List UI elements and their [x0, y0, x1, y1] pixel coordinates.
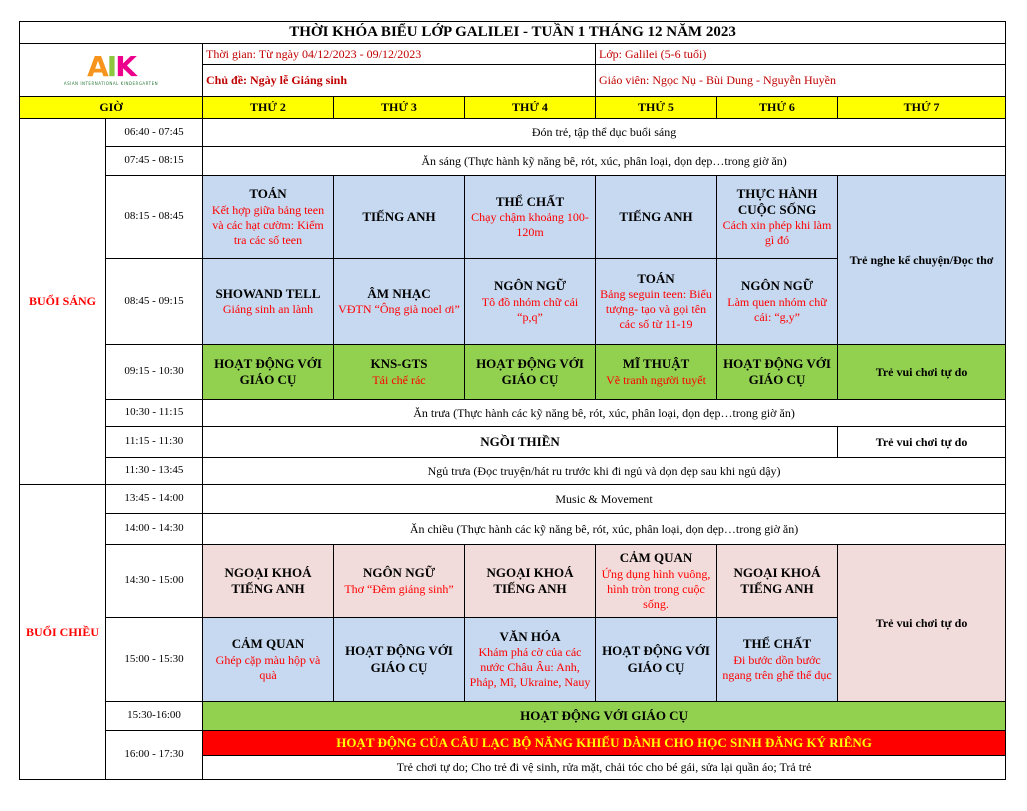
lesson-subject: TIẾNG ANH	[619, 208, 693, 224]
lesson-subject: HOẠT ĐỘNG VỚI GIÁO CỤ	[345, 643, 453, 675]
time-slot: 09:15 - 10:30	[106, 345, 203, 400]
time-slot: 14:30 - 15:00	[106, 545, 203, 618]
lesson-desc: Tái chế rác	[372, 372, 426, 387]
saturday-activity: Trẻ vui chơi tự do	[838, 427, 1006, 458]
lesson-cell	[334, 176, 465, 259]
theme: Chủ đề: Ngày lễ Giáng sinh	[203, 65, 596, 97]
day-header: THỨ 7	[838, 97, 1006, 119]
lesson-desc: Chạy chậm khoảng 100-120m	[471, 210, 589, 240]
lesson-cell	[596, 176, 717, 259]
activity-cell: NGỒI THIỀN	[203, 427, 838, 458]
lesson-cell	[334, 345, 465, 400]
lesson-cell	[596, 618, 717, 702]
time-slot: 07:45 - 08:15	[106, 147, 203, 176]
lesson-cell	[596, 259, 717, 345]
hour-header: GIỜ	[20, 97, 203, 119]
lesson-subject: THỰC HÀNH CUỘC SỐNG	[736, 185, 818, 217]
timetable	[19, 21, 1006, 780]
logo-letters: AIK	[87, 50, 135, 83]
lesson-subject: MĨ THUẬT	[622, 356, 690, 372]
lesson-subject: TOÁN	[637, 270, 675, 286]
lesson-subject: HOẠT ĐỘNG VỚI GIÁO CỤ	[602, 643, 710, 675]
lesson-subject: NGÔN NGỮ	[362, 565, 436, 581]
school-logo	[20, 44, 203, 97]
lesson-cell	[465, 345, 596, 400]
lesson-cell	[203, 618, 334, 702]
logo-caption: ASIAN INTERNATIONAL KINDERGARTEN	[63, 81, 159, 86]
lesson-cell	[203, 259, 334, 345]
day-header: THỨ 5	[596, 97, 717, 119]
activity-cell: Music & Movement	[203, 485, 1006, 514]
lesson-desc: VĐTN “Ông già noel ơi”	[338, 302, 460, 317]
lesson-cell	[717, 176, 838, 259]
lesson-cell	[334, 545, 465, 618]
saturday-activity: Trẻ nghe kể chuyện/Đọc thơ	[838, 176, 1006, 345]
lesson-desc: Tô đồ nhóm chữ cái “p,q”	[481, 294, 579, 324]
lesson-cell	[596, 545, 717, 618]
time-slot: 10:30 - 11:15	[106, 400, 203, 427]
lesson-desc: Ghép cặp màu hộp và quà	[215, 652, 321, 682]
timetable-sheet	[19, 21, 1005, 780]
activity-cell: Ngủ trưa (Đọc truyện/hát ru trước khi đi ngủ và dọn dẹp sau khi ngủ dậy)	[203, 458, 1006, 485]
saturday-activity: Trẻ vui chơi tự do	[838, 545, 1006, 702]
time-slot: 08:45 - 09:15	[106, 259, 203, 345]
lesson-desc: Ứng dụng hình vuông, hình tròn trong cuộc sống.	[601, 566, 711, 611]
days-header	[20, 97, 1006, 119]
lesson-cell	[717, 618, 838, 702]
lesson-subject: NGOẠI KHOÁ TIẾNG ANH	[486, 564, 574, 596]
teachers: Giáo viên: Ngọc Nụ - Bùi Dung - Nguyễn Huyền	[596, 65, 1006, 97]
lesson-subject: HOẠT ĐỘNG VỚI GIÁO CỤ	[723, 355, 831, 387]
lesson-desc: Vẽ tranh người tuyết	[606, 372, 706, 387]
lesson-subject: CẢM QUAN	[619, 550, 693, 566]
lesson-cell	[465, 259, 596, 345]
time-slot: 06:40 - 07:45	[106, 119, 203, 147]
lesson-cell	[465, 545, 596, 618]
lesson-subject: TOÁN	[249, 186, 287, 202]
time-slot: 08:15 - 08:45	[106, 176, 203, 259]
club-activity: HOẠT ĐỘNG CỦA CÂU LẠC BỘ NĂNG KHIẾU DÀNH CHO HỌC SINH ĐĂNG KÝ RIÊNG	[203, 731, 1006, 756]
lesson-cell	[717, 345, 838, 400]
time-slot: 15:00 - 15:30	[106, 618, 203, 702]
activity-cell: Đón trẻ, tập thể dục buổi sáng	[203, 119, 1006, 147]
lesson-desc: Kết hợp giữa bảng teen và các hạt cườm: Kiểm tra các số teen	[211, 202, 325, 247]
saturday-activity: Trẻ vui chơi tự do	[838, 345, 1006, 400]
activity-cell: Ăn chiều (Thực hành các kỹ năng bê, rót, xúc, phân loại, dọn dẹp…trong giờ ăn)	[203, 514, 1006, 545]
day-header: THỨ 2	[203, 97, 334, 119]
lesson-subject: KNS-GTS	[370, 356, 428, 372]
lesson-subject: HOẠT ĐỘNG VỚI GIÁO CỤ	[214, 355, 322, 387]
time-slot: 13:45 - 14:00	[106, 485, 203, 514]
time-slot: 16:00 - 17:30	[106, 731, 203, 780]
lesson-subject: SHOWAND TELL	[215, 285, 321, 301]
lesson-cell	[203, 176, 334, 259]
activity-cell: Ăn trưa (Thực hành các kỹ năng bê, rót, xúc, phân loại, dọn dẹp…trong giờ ăn)	[203, 400, 1006, 427]
date-range: Thời gian: Từ ngày 04/12/2023 - 09/12/2023	[203, 44, 596, 65]
lesson-desc: Bảng seguin teen: Biểu tượng- tạo và gọi tên các số từ 11-19	[600, 287, 712, 332]
activity-cell: HOẠT ĐỘNG VỚI GIÁO CỤ	[203, 702, 1006, 731]
lesson-cell	[465, 176, 596, 259]
lesson-cell	[203, 545, 334, 618]
lesson-cell	[334, 259, 465, 345]
lesson-desc: Giáng sinh an lành	[222, 302, 314, 317]
activity-cell: Ăn sáng (Thực hành kỹ năng bê, rót, xúc, phân loại, dọn dẹp…trong giờ ăn)	[203, 147, 1006, 176]
lesson-subject: NGOẠI KHOÁ TIẾNG ANH	[224, 564, 312, 596]
day-header: THỨ 3	[334, 97, 465, 119]
lesson-cell	[334, 618, 465, 702]
lesson-desc: Khám phá cờ của các nước Châu Âu: Anh, Pháp, Mĩ, Ukraine, Nauy	[469, 645, 591, 690]
lesson-subject: NGÔN NGỮ	[740, 278, 814, 294]
lesson-subject: THỂ CHẤT	[495, 193, 565, 209]
lesson-subject: THỂ CHẤT	[742, 636, 812, 652]
day-header: THỨ 6	[717, 97, 838, 119]
class-name: Lớp: Galilei (5-6 tuổi)	[596, 44, 1006, 65]
time-slot: 11:30 - 13:45	[106, 458, 203, 485]
time-slot: 11:15 - 11:30	[106, 427, 203, 458]
lesson-subject: NGOẠI KHOÁ TIẾNG ANH	[733, 564, 821, 596]
page-title: THỜI KHÓA BIỂU LỚP GALILEI - TUẦN 1 THÁNG 12 NĂM 2023	[20, 22, 1006, 44]
lesson-subject: TIẾNG ANH	[362, 208, 436, 224]
time-slot: 15:30-16:00	[106, 702, 203, 731]
lesson-cell	[203, 345, 334, 400]
lesson-cell	[465, 618, 596, 702]
time-slot: 14:00 - 14:30	[106, 514, 203, 545]
lesson-cell	[717, 545, 838, 618]
lesson-subject: CẢM QUAN	[231, 636, 305, 652]
lesson-desc: Làm quen nhóm chữ cái: “g,y”	[727, 294, 827, 324]
lesson-desc: Thơ “Đêm giáng sinh”	[344, 581, 454, 596]
day-header: THỨ 4	[465, 97, 596, 119]
lesson-subject: NGÔN NGỮ	[493, 278, 567, 294]
lesson-subject: VĂN HÓA	[499, 628, 561, 644]
session-afternoon: BUỔI CHIỀU	[20, 485, 106, 780]
lesson-subject: ÂM NHẠC	[367, 285, 431, 301]
lesson-cell	[717, 259, 838, 345]
lesson-cell	[596, 345, 717, 400]
session-morning: BUỔI SÁNG	[20, 119, 106, 485]
activity-cell: Trẻ chơi tự do; Cho trẻ đi vệ sinh, rửa mặt, chải tóc cho bé gái, sửa lại quần áo; Trả trẻ	[203, 756, 1006, 780]
lesson-desc: Cách xin phép khi làm gì đó	[722, 218, 832, 248]
lesson-subject: HOẠT ĐỘNG VỚI GIÁO CỤ	[476, 355, 584, 387]
lesson-desc: Đi bước dồn bước ngang trên ghế thể dục	[722, 652, 832, 682]
